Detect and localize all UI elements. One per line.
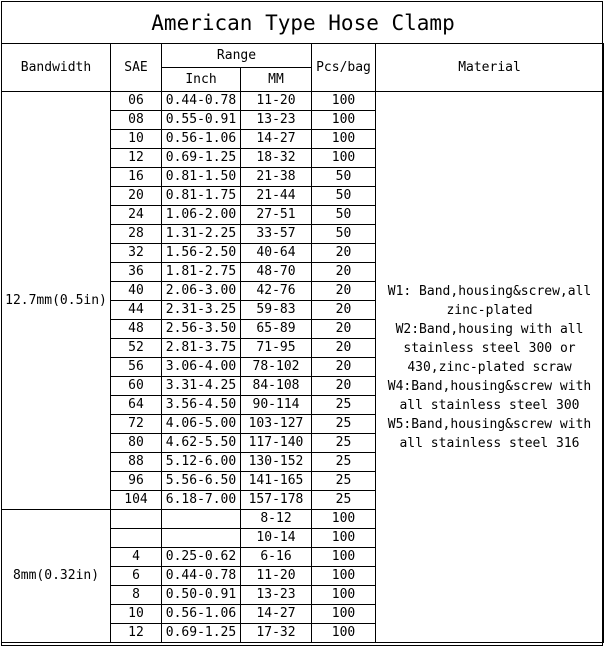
page-title: American Type Hose Clamp — [2, 2, 604, 44]
sae-cell: 40 — [111, 282, 162, 301]
material-line: W4:Band,housing&screw with — [387, 378, 592, 394]
mm-range-cell: 130-152 — [241, 453, 312, 472]
mm-range-cell: 8-12 — [241, 510, 312, 529]
inch-range-cell: 0.81-1.75 — [162, 187, 241, 206]
mm-range-cell: 48-70 — [241, 263, 312, 282]
sae-cell: 36 — [111, 263, 162, 282]
pcs-bag-cell: 100 — [312, 130, 376, 149]
pcs-bag-cell: 25 — [312, 396, 376, 415]
sae-cell: 64 — [111, 396, 162, 415]
inch-range-cell: 2.06-3.00 — [162, 282, 241, 301]
sae-cell: 4 — [111, 548, 162, 567]
sae-cell: 06 — [111, 92, 162, 111]
inch-range-cell — [162, 510, 241, 529]
inch-range-cell: 5.56-6.50 — [162, 472, 241, 491]
pcs-bag-cell: 20 — [312, 320, 376, 339]
mm-range-cell: 103-127 — [241, 415, 312, 434]
header-range: Range — [162, 44, 312, 68]
mm-range-cell: 10-14 — [241, 529, 312, 548]
mm-range-cell: 17-32 — [241, 624, 312, 643]
sae-cell: 24 — [111, 206, 162, 225]
mm-range-cell: 40-64 — [241, 244, 312, 263]
sae-cell: 88 — [111, 453, 162, 472]
material-line: W2:Band,housing with all — [395, 321, 584, 337]
pcs-bag-cell: 100 — [312, 529, 376, 548]
inch-range-cell: 4.62-5.50 — [162, 434, 241, 453]
sae-cell — [111, 529, 162, 548]
mm-range-cell: 27-51 — [241, 206, 312, 225]
pcs-bag-cell: 100 — [312, 586, 376, 605]
pcs-bag-cell: 100 — [312, 567, 376, 586]
sae-cell: 08 — [111, 111, 162, 130]
material-line: 430,zinc-plated scraw — [407, 359, 572, 375]
mm-range-cell: 65-89 — [241, 320, 312, 339]
hose-clamp-table — [1, 43, 604, 643]
inch-range-cell: 0.81-1.50 — [162, 168, 241, 187]
inch-range-cell: 5.12-6.00 — [162, 453, 241, 472]
inch-range-cell: 2.56-3.50 — [162, 320, 241, 339]
pcs-bag-cell: 100 — [312, 548, 376, 567]
inch-range-cell — [162, 529, 241, 548]
inch-range-cell: 1.06-2.00 — [162, 206, 241, 225]
header-bandwidth: Bandwidth — [2, 44, 111, 92]
sae-cell: 72 — [111, 415, 162, 434]
inch-range-cell: 3.31-4.25 — [162, 377, 241, 396]
pcs-bag-cell: 20 — [312, 263, 376, 282]
material-line: zinc-plated — [446, 302, 533, 318]
inch-range-cell: 1.31-2.25 — [162, 225, 241, 244]
pcs-bag-cell: 50 — [312, 168, 376, 187]
pcs-bag-cell: 25 — [312, 472, 376, 491]
pcs-bag-cell: 100 — [312, 605, 376, 624]
material-description — [376, 92, 604, 643]
inch-range-cell: 0.25-0.62 — [162, 548, 241, 567]
inch-range-cell: 0.69-1.25 — [162, 149, 241, 168]
header-material: Material — [376, 44, 604, 92]
sae-cell: 12 — [111, 149, 162, 168]
material-line: all stainless steel 316 — [399, 435, 580, 451]
sae-cell — [111, 510, 162, 529]
header-pcs-bag: Pcs/bag — [312, 44, 376, 92]
inch-range-cell: 1.81-2.75 — [162, 263, 241, 282]
inch-range-cell: 2.81-3.75 — [162, 339, 241, 358]
pcs-bag-cell: 50 — [312, 225, 376, 244]
sae-cell: 8 — [111, 586, 162, 605]
pcs-bag-cell: 20 — [312, 339, 376, 358]
sae-cell: 16 — [111, 168, 162, 187]
mm-range-cell: 42-76 — [241, 282, 312, 301]
header-inch: Inch — [162, 68, 241, 92]
header-mm: MM — [241, 68, 312, 92]
mm-range-cell: 117-140 — [241, 434, 312, 453]
mm-range-cell: 21-38 — [241, 168, 312, 187]
inch-range-cell: 0.69-1.25 — [162, 624, 241, 643]
sae-cell: 104 — [111, 491, 162, 510]
pcs-bag-cell: 20 — [312, 244, 376, 263]
pcs-bag-cell: 25 — [312, 491, 376, 510]
sae-cell: 44 — [111, 301, 162, 320]
inch-range-cell: 2.31-3.25 — [162, 301, 241, 320]
table-row — [2, 92, 604, 111]
pcs-bag-cell: 100 — [312, 149, 376, 168]
inch-range-cell: 3.56-4.50 — [162, 396, 241, 415]
inch-range-cell: 3.06-4.00 — [162, 358, 241, 377]
material-line: stainless steel 300 or — [403, 340, 576, 356]
sae-cell: 20 — [111, 187, 162, 206]
pcs-bag-cell: 20 — [312, 377, 376, 396]
inch-range-cell: 0.44-0.78 — [162, 567, 241, 586]
mm-range-cell: 71-95 — [241, 339, 312, 358]
sae-cell: 28 — [111, 225, 162, 244]
sae-cell: 52 — [111, 339, 162, 358]
inch-range-cell: 0.55-0.91 — [162, 111, 241, 130]
table-body — [2, 92, 604, 643]
pcs-bag-cell: 100 — [312, 624, 376, 643]
inch-range-cell: 0.56-1.06 — [162, 130, 241, 149]
material-line: W1: Band,housing&screw,all — [387, 283, 592, 299]
sae-cell: 60 — [111, 377, 162, 396]
mm-range-cell: 14-27 — [241, 130, 312, 149]
header-sae: SAE — [111, 44, 162, 92]
inch-range-cell: 0.44-0.78 — [162, 92, 241, 111]
pcs-bag-cell: 25 — [312, 415, 376, 434]
material-line: W5:Band,housing&screw with — [387, 416, 592, 432]
pcs-bag-cell: 50 — [312, 187, 376, 206]
sae-cell: 6 — [111, 567, 162, 586]
mm-range-cell: 78-102 — [241, 358, 312, 377]
sae-cell: 10 — [111, 130, 162, 149]
sae-cell: 56 — [111, 358, 162, 377]
pcs-bag-cell: 50 — [312, 206, 376, 225]
pcs-bag-cell: 25 — [312, 434, 376, 453]
mm-range-cell: 13-23 — [241, 111, 312, 130]
mm-range-cell: 157-178 — [241, 491, 312, 510]
mm-range-cell: 21-44 — [241, 187, 312, 206]
pcs-bag-cell: 100 — [312, 111, 376, 130]
mm-range-cell: 13-23 — [241, 586, 312, 605]
pcs-bag-cell: 100 — [312, 92, 376, 111]
mm-range-cell: 141-165 — [241, 472, 312, 491]
mm-range-cell: 11-20 — [241, 92, 312, 111]
mm-range-cell: 90-114 — [241, 396, 312, 415]
pcs-bag-cell: 25 — [312, 453, 376, 472]
sae-cell: 12 — [111, 624, 162, 643]
sae-cell: 96 — [111, 472, 162, 491]
pcs-bag-cell: 100 — [312, 510, 376, 529]
mm-range-cell: 14-27 — [241, 605, 312, 624]
mm-range-cell: 11-20 — [241, 567, 312, 586]
pcs-bag-cell: 20 — [312, 301, 376, 320]
sae-cell: 10 — [111, 605, 162, 624]
sae-cell: 80 — [111, 434, 162, 453]
sae-cell: 32 — [111, 244, 162, 263]
mm-range-cell: 59-83 — [241, 301, 312, 320]
pcs-bag-cell: 20 — [312, 358, 376, 377]
inch-range-cell: 0.50-0.91 — [162, 586, 241, 605]
inch-range-cell: 0.56-1.06 — [162, 605, 241, 624]
mm-range-cell: 18-32 — [241, 149, 312, 168]
bandwidth-8mm: 8mm(0.32in) — [2, 510, 111, 643]
inch-range-cell: 1.56-2.50 — [162, 244, 241, 263]
inch-range-cell: 4.06-5.00 — [162, 415, 241, 434]
pcs-bag-cell: 20 — [312, 282, 376, 301]
inch-range-cell: 6.18-7.00 — [162, 491, 241, 510]
sae-cell: 48 — [111, 320, 162, 339]
material-line: all stainless steel 300 — [399, 397, 580, 413]
mm-range-cell: 33-57 — [241, 225, 312, 244]
mm-range-cell: 84-108 — [241, 377, 312, 396]
bandwidth-12-7mm: 12.7mm(0.5in) — [2, 92, 111, 510]
mm-range-cell: 6-16 — [241, 548, 312, 567]
